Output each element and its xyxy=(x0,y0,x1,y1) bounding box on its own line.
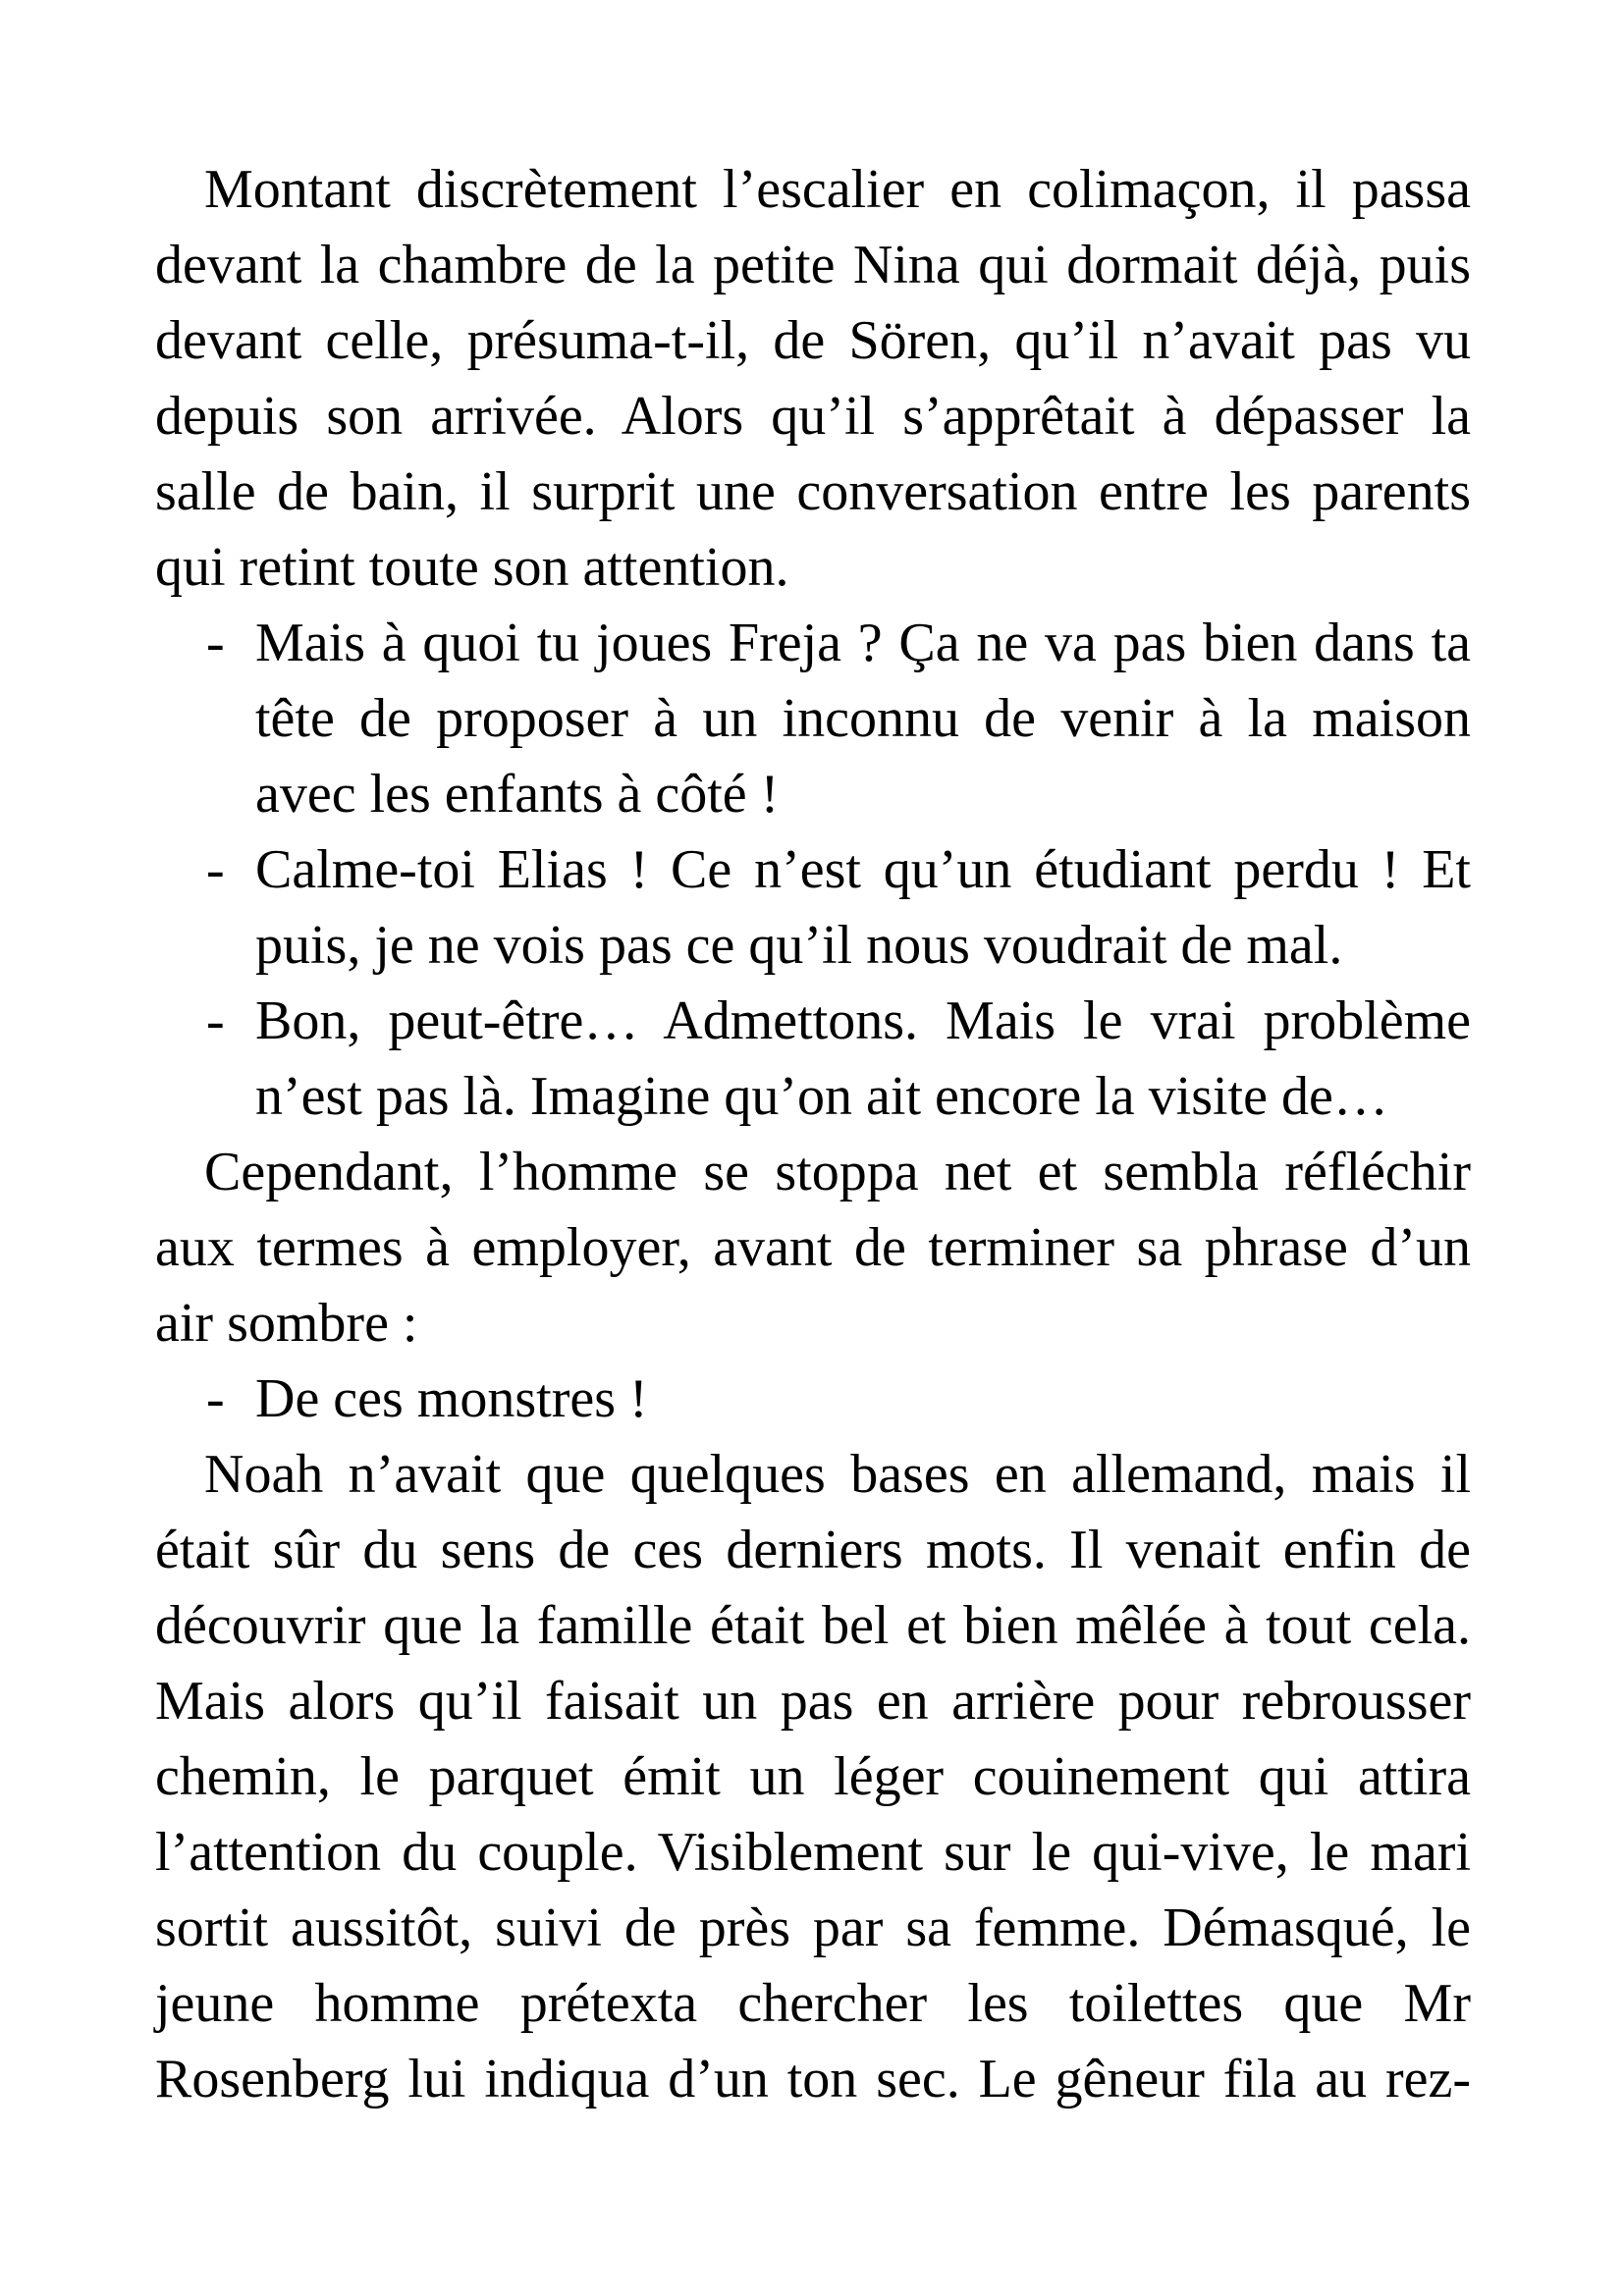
paragraph xyxy=(155,1437,1471,2117)
dash-list-marker: - xyxy=(206,990,225,1051)
text-line-content: qui retint toute son attention. xyxy=(155,537,789,598)
text-line xyxy=(155,1513,1471,1588)
text-line-content: De ces monstres ! xyxy=(255,1368,648,1429)
text-line xyxy=(155,1588,1471,1664)
text-line-content: Montant discrètement l’escalier en colimaçon, il passa xyxy=(204,159,1471,220)
text-line xyxy=(155,152,1471,228)
text-line-content: Rosenberg lui indiqua d’un ton sec. Le gêneur fila au rez- xyxy=(155,2049,1471,2109)
text-line xyxy=(155,1059,1471,1135)
text-block xyxy=(155,152,1471,2117)
text-line-content: Bon, peut-être… Admettons. Mais le vrai problème xyxy=(255,990,1471,1051)
dash-list-marker: - xyxy=(206,613,225,673)
dialogue-paragraph xyxy=(155,832,1471,984)
text-line-content: chemin, le parquet émit un léger couinement qui attira xyxy=(155,1746,1471,1807)
text-line xyxy=(155,1739,1471,1815)
text-line-content: était sûr du sens de ces derniers mots. Il venait enfin de xyxy=(155,1520,1471,1580)
text-line xyxy=(155,606,1471,681)
text-line-content: aux termes à employer, avant de terminer sa phrase d’un xyxy=(155,1217,1471,1278)
text-line xyxy=(155,228,1471,303)
dialogue-paragraph xyxy=(155,606,1471,832)
text-line xyxy=(155,1210,1471,1286)
text-line xyxy=(155,908,1471,984)
text-line-content: air sombre : xyxy=(155,1293,418,1354)
text-line-content: devant la chambre de la petite Nina qui dormait déjà, puis xyxy=(155,235,1471,295)
text-line-content: Cependant, l’homme se stoppa net et sembla réfléchir xyxy=(204,1142,1471,1202)
text-line xyxy=(155,1362,1471,1437)
text-line-content: depuis son arrivée. Alors qu’il s’apprêtait à dépasser la xyxy=(155,386,1471,447)
paragraph xyxy=(155,1135,1471,1362)
text-line xyxy=(155,2042,1471,2117)
dialogue-paragraph xyxy=(155,984,1471,1135)
text-line xyxy=(155,1664,1471,1739)
text-line xyxy=(155,757,1471,832)
text-line xyxy=(155,454,1471,530)
text-line-content: Mais à quoi tu joues Freja ? Ça ne va pas bien dans ta xyxy=(255,613,1471,673)
text-line-content: tête de proposer à un inconnu de venir à la maison xyxy=(255,688,1471,749)
text-line-content: sortit aussitôt, suivi de près par sa femme. Démasqué, le xyxy=(155,1897,1471,1958)
text-line-content: découvrir que la famille était bel et bien mêlée à tout cela. xyxy=(155,1595,1471,1656)
dash-list-marker: - xyxy=(206,839,225,900)
dialogue-paragraph xyxy=(155,1362,1471,1437)
text-line-content: Calme-toi Elias ! Ce n’est qu’un étudiant perdu ! Et xyxy=(255,839,1471,900)
paragraph xyxy=(155,152,1471,606)
text-line-content: puis, je ne vois pas ce qu’il nous voudrait de mal. xyxy=(255,915,1343,976)
text-line-content: devant celle, présuma-t-il, de Sören, qu’il n’avait pas vu xyxy=(155,310,1471,371)
text-line xyxy=(155,379,1471,454)
text-line-content: Mais alors qu’il faisait un pas en arrière pour rebrousser xyxy=(155,1671,1471,1732)
text-line xyxy=(155,530,1471,606)
text-line xyxy=(155,1286,1471,1362)
text-line-content: Noah n’avait que quelques bases en allemand, mais il xyxy=(204,1444,1471,1505)
text-line xyxy=(155,1966,1471,2042)
text-line-content: salle de bain, il surprit une conversation entre les parents xyxy=(155,461,1471,522)
text-line xyxy=(155,832,1471,908)
dash-list-marker: - xyxy=(206,1368,225,1429)
text-line-content: avec les enfants à côté ! xyxy=(255,764,780,825)
text-line xyxy=(155,303,1471,379)
text-line xyxy=(155,681,1471,757)
text-line-content: n’est pas là. Imagine qu’on ait encore la visite de… xyxy=(255,1066,1388,1127)
text-line xyxy=(155,1891,1471,1966)
text-line-content: l’attention du couple. Visiblement sur le qui-vive, le mari xyxy=(155,1822,1471,1883)
text-line xyxy=(155,1437,1471,1513)
text-line xyxy=(155,984,1471,1059)
text-line-content: jeune homme prétexta chercher les toilettes que Mr xyxy=(155,1973,1471,2034)
text-line xyxy=(155,1815,1471,1891)
text-line xyxy=(155,1135,1471,1210)
